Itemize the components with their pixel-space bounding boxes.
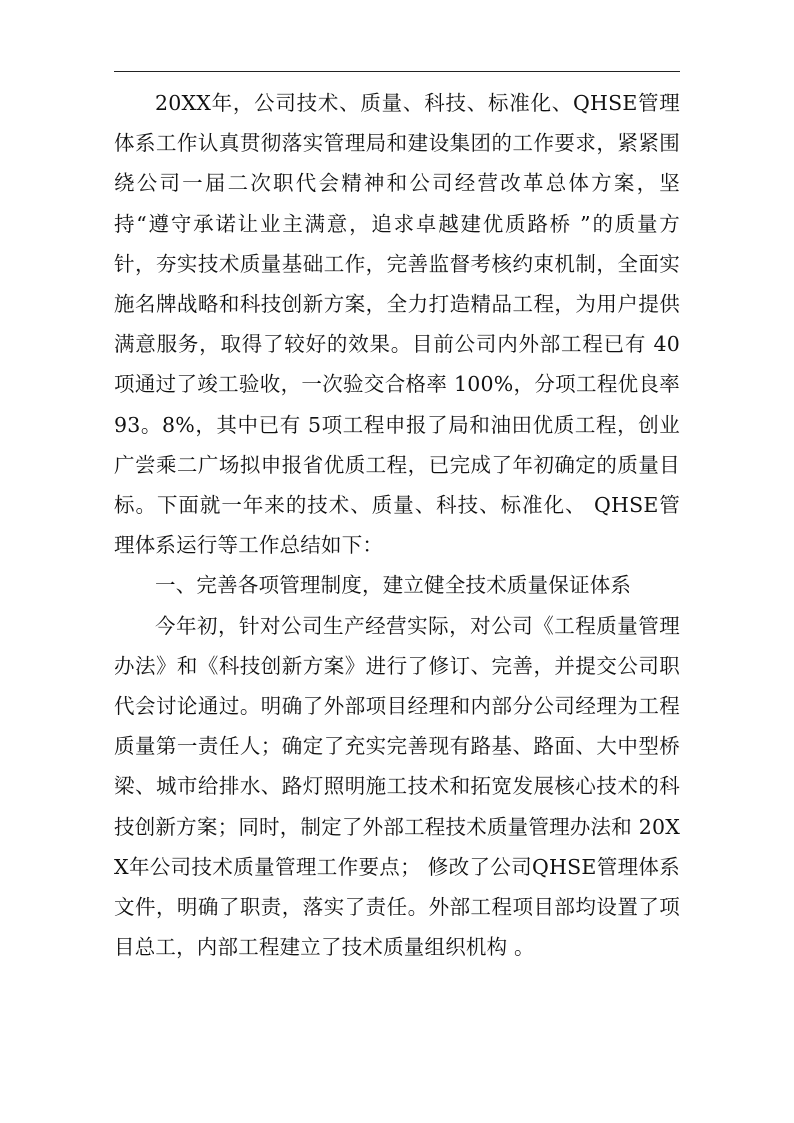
section-heading: 一、完善各项管理制度，建立健全技术质量保证体系 (155, 573, 632, 598)
section-paragraph: 今年初，针对公司生产经营实际，对公司《工程质量管理办法》和《科技创新方案》进行了修订、完善，并提交公司职代会讨论通过。明确了外部项目经理和内部分公司经理为工程质量第一责任人；确定了充实完善现有路基、路面、大中型桥梁、城市给排水、路灯照明施工技术和拓宽发展核心技术的科技创新方案；同时，制定了外部工程技术质量管理办法和 20XX年公司技术质量管理工作要点； 修改了公司QHSE管理体系文件，明确了职责，落实了责任。外部工程项目部均设置了项目总工，内部工程建立了技术质量组织机构 。 (114, 613, 680, 960)
header-rule (114, 71, 680, 72)
intro-paragraph: 20XX年，公司技术、质量、科技、标准化、QHSE管理体系工作认真贯彻落实管理局和建设集团的工作要求，紧紧围绕公司一届二次职代会精神和公司经营改革总体方案，坚持“遵守承诺让业主满意，追求卓越建优质路桥 ”的质量方针，夯实技术质量基础工作，完善监督考核约束机制，全面实施名牌战略和科技创新方案，全力打造精品工程，为用户提供满意服务，取得了较好的效果。目前公司内外部工程已有 40项通过了竣工验收，一次验交合格率 100%，分项工程优良率93。8%，其中已有 5项工程申报了局和油田优质工程，创业广尝乘二广场拟申报省优质工程，已完成了年初确定的质量目标。下面就一年来的技术、质量、科技、标准化、 QHSE管理体系运行等工作总结如下： (114, 91, 680, 558)
document-body (114, 83, 680, 967)
